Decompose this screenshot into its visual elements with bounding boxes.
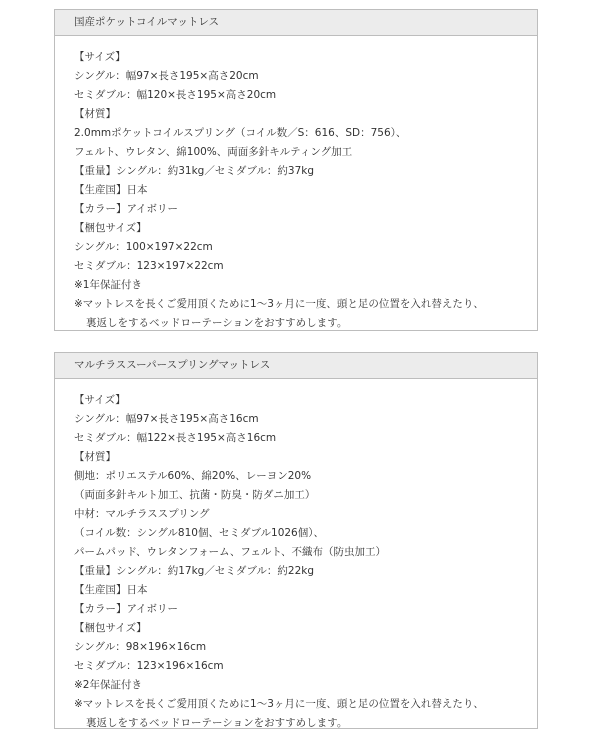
spec-line: ※1年保証付き (74, 279, 142, 291)
spec-line: 側地：ポリエステル60%、綿20%、レーヨン20% (74, 470, 312, 482)
spec-panel-pocket-coil (54, 9, 538, 331)
spec-line: （両面多針キルト加工、抗菌・防臭・防ダニ加工） (74, 489, 316, 501)
spec-line: 2.0mmポケットコイルスプリング（コイル数／S：616、SD：756）、 (74, 127, 407, 139)
spec-line: セミダブル：123×196×16cm (74, 660, 224, 672)
spec-line: セミダブル：幅122×長さ195×高さ16cm (74, 432, 277, 444)
spec-line: 【カラー】アイボリー (74, 203, 179, 215)
panel-body (55, 36, 537, 333)
spec-line: 【サイズ】 (74, 51, 126, 63)
spec-line: 裏返しをするベッドローテーションをおすすめします。 (86, 717, 348, 729)
spec-line: 【材質】 (74, 451, 116, 463)
spec-line: 【サイズ】 (74, 394, 126, 406)
spec-line: ※2年保証付き (74, 679, 142, 691)
spec-line: 【梱包サイズ】 (74, 222, 147, 234)
spec-line: ※マットレスを長くご愛用頂くために1～3ヶ月に一度、頭と足の位置を入れ替えたり、 (74, 698, 484, 710)
spec-line: 【梱包サイズ】 (74, 622, 147, 634)
spec-line: 裏返しをするベッドローテーションをおすすめします。 (86, 317, 348, 329)
spec-line: シングル：98×196×16cm (74, 641, 207, 653)
spec-line: シングル：幅97×長さ195×高さ16cm (74, 413, 259, 425)
spec-line: 【生産国】日本 (74, 184, 148, 196)
spec-line: セミダブル：123×197×22cm (74, 260, 224, 272)
spec-line: 【生産国】日本 (74, 584, 148, 596)
spec-line: 【材質】 (74, 108, 116, 120)
panel-body (55, 379, 537, 733)
panel-title: 国産ポケットコイルマットレス (55, 10, 537, 36)
spec-line: 【カラー】アイボリー (74, 603, 179, 615)
spec-line: 【重量】シングル：約17kg／セミダブル：約22kg (74, 565, 315, 577)
spec-line: シングル：100×197×22cm (74, 241, 213, 253)
spec-line: ※マットレスを長くご愛用頂くために1～3ヶ月に一度、頭と足の位置を入れ替えたり、 (74, 298, 484, 310)
panel-title: マルチラススーパースプリングマットレス (55, 353, 537, 379)
spec-line: セミダブル：幅120×長さ195×高さ20cm (74, 89, 277, 101)
spec-line: パームパッド、ウレタンフォーム、フェルト、不織布（防虫加工） (74, 546, 386, 558)
spec-line: 中材：マルチラススプリング (74, 508, 210, 520)
spec-panel-multi-spring (54, 352, 538, 729)
spec-line: フェルト、ウレタン、綿100%、両面多針キルティング加工 (74, 146, 353, 158)
spec-line: シングル：幅97×長さ195×高さ20cm (74, 70, 259, 82)
spec-line: （コイル数：シングル810個、セミダブル1026個）、 (74, 527, 324, 539)
spec-line: 【重量】シングル：約31kg／セミダブル：約37kg (74, 165, 315, 177)
